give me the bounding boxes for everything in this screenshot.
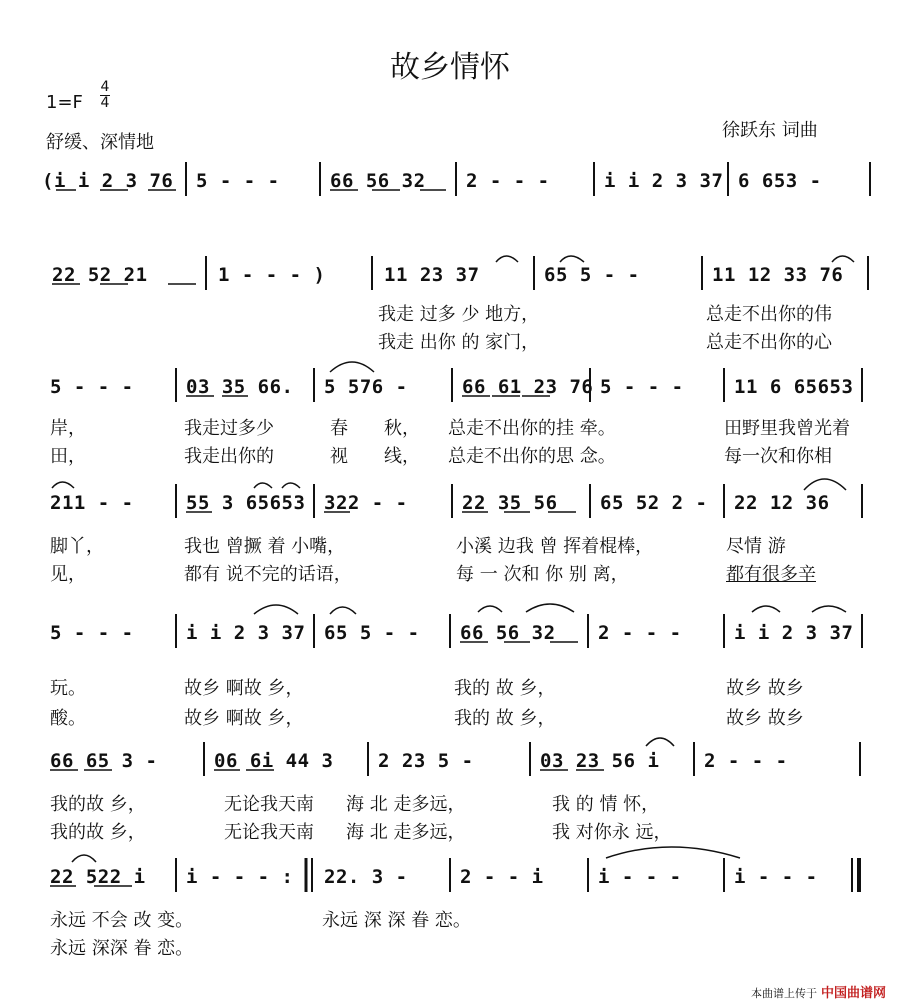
- lyric-line: 无论我天南: [224, 794, 314, 815]
- lyric-line: 都有很多辛: [726, 564, 816, 585]
- slur: [646, 738, 674, 746]
- measure: 1 - - - ): [218, 264, 326, 286]
- slur: [254, 605, 298, 614]
- measure: 5 - - -: [196, 170, 280, 192]
- lyric-line: 线，: [384, 446, 420, 467]
- lyric-line: 我的 故 乡，: [454, 678, 556, 699]
- lyric-line: 我 的 情 怀，: [552, 794, 660, 815]
- measure: 66 56 32: [330, 170, 426, 192]
- measure: i - - -: [734, 866, 818, 888]
- measure: 5 - - -: [50, 622, 134, 644]
- measure: 6 653 -: [738, 170, 822, 192]
- measure: 22 35 56: [462, 492, 558, 514]
- lyric-line: 我走 出你 的 家门，: [378, 332, 540, 353]
- lyric-line: 我的故 乡，: [50, 822, 146, 843]
- measure: 2 - - i: [460, 866, 544, 888]
- composer-credit: 徐跃东 词曲: [722, 120, 818, 141]
- slur: [254, 483, 272, 488]
- measure: 66 56 32: [460, 622, 556, 644]
- lyric-line: 秋，: [384, 418, 420, 439]
- time-signature-denominator: 4: [100, 95, 110, 111]
- slur: [72, 855, 96, 862]
- lyric-line: 视: [330, 446, 348, 467]
- measure: 22 12 36: [734, 492, 830, 514]
- lyric-line: 总走不出你的思 念。: [448, 446, 616, 467]
- lyric-line: 尽情 游: [726, 536, 786, 557]
- measure: 65 52 2 -: [600, 492, 708, 514]
- measure: 11 12 33 76: [712, 264, 844, 286]
- lyric-line: 总走不出你的伟: [706, 304, 832, 325]
- measure: 55 3 65653: [186, 492, 306, 514]
- lyric-line: 我 对你永 远，: [552, 822, 672, 843]
- measure: 66 65 3 -: [50, 750, 158, 772]
- measure: 2 - - -: [598, 622, 682, 644]
- measure: 322 - -: [324, 492, 408, 514]
- lyric-line: 故乡 故乡: [726, 678, 804, 699]
- lyric-line: 总走不出你的心: [706, 332, 832, 353]
- lyric-line: 每一次和你相: [724, 446, 832, 467]
- slur: [526, 604, 574, 612]
- lyric-line: 海 北 走多远，: [346, 794, 466, 815]
- measure: 5 576 -: [324, 376, 408, 398]
- measure: 11 6 65653: [734, 376, 854, 398]
- lyric-line: 都有 说不完的话语，: [184, 564, 352, 585]
- measure: (i i 2 3 76: [42, 170, 174, 192]
- time-signature-numerator: 4: [100, 79, 110, 95]
- lyric-line: 脚丫，: [50, 536, 104, 557]
- key-signature: 1=F: [46, 92, 83, 113]
- measure: 06 6i 44 3: [214, 750, 334, 772]
- measure: 22 522 i: [50, 866, 146, 888]
- measure: 22 52 21: [52, 264, 148, 286]
- lyric-line: 小溪 边我 曾 挥着棍棒，: [456, 536, 654, 557]
- site-logo[interactable]: 中国曲谱网: [820, 986, 886, 1001]
- measure: i i 2 3 37: [186, 622, 306, 644]
- lyric-line: 我走过多少: [184, 418, 274, 439]
- measure: 66 61 23 76: [462, 376, 594, 398]
- measure: 22. 3 -: [324, 866, 408, 888]
- slur: [804, 479, 846, 490]
- slur: [478, 606, 502, 612]
- measure: 2 - - -: [704, 750, 788, 772]
- lyric-line: 田野里我曾光着: [724, 418, 850, 439]
- measure: 2 - - -: [466, 170, 550, 192]
- slur: [560, 256, 584, 262]
- slur: [606, 847, 740, 858]
- slur: [496, 256, 518, 262]
- measure: 211 - -: [50, 492, 134, 514]
- lyric-line: 故乡 啊故 乡，: [184, 678, 304, 699]
- measure: 65 5 - -: [544, 264, 640, 286]
- slur: [330, 362, 374, 372]
- lyric-line: 总走不出你的挂 牵。: [448, 418, 616, 439]
- measure: 03 35 66.: [186, 376, 294, 398]
- measure: i - - -: [598, 866, 682, 888]
- slur: [282, 483, 300, 488]
- lyric-line: 故乡 啊故 乡，: [184, 708, 304, 729]
- lyric-line: 海 北 走多远，: [346, 822, 466, 843]
- lyric-line: 岸，: [50, 418, 86, 439]
- lyric-line: 我走出你的: [184, 446, 274, 467]
- measure: 5 - - -: [50, 376, 134, 398]
- page-title: 故乡情怀: [390, 50, 510, 85]
- lyric-line: 无论我天南: [224, 822, 314, 843]
- lyric-line: 我的 故 乡，: [454, 708, 556, 729]
- measure: i - - - :: [186, 866, 294, 888]
- footer-attribution: [751, 982, 886, 1001]
- lyric-line: 我也 曾撅 着 小嘴，: [184, 536, 346, 557]
- lyric-line: 我走 过多 少 地方，: [378, 304, 540, 325]
- lyric-line: 每 一 次和 你 别 离，: [456, 564, 629, 585]
- slur: [812, 606, 846, 612]
- slur: [832, 256, 854, 262]
- lyric-line: 春: [330, 418, 348, 439]
- lyric-line: 玩。: [50, 678, 86, 699]
- measure: 2 23 5 -: [378, 750, 474, 772]
- measure: 5 - - -: [600, 376, 684, 398]
- lyric-line: 田，: [50, 446, 86, 467]
- lyric-line: 永远 深深 眷 恋。: [50, 938, 194, 959]
- lyric-line: 我的故 乡，: [50, 794, 146, 815]
- footer-text: 本曲谱上传于: [750, 987, 817, 1000]
- lyric-line: 见，: [50, 564, 86, 585]
- measure: 65 5 - -: [324, 622, 420, 644]
- slur: [752, 606, 780, 612]
- measure: 03 23 56 i: [540, 750, 660, 772]
- measure: 11 23 37: [384, 264, 480, 286]
- lyric-line: 永远 不会 改 变。: [50, 910, 194, 931]
- slur: [52, 482, 74, 488]
- lyric-line: 永远 深 深 眷 恋。: [322, 910, 471, 931]
- lyric-line: 酸。: [50, 708, 86, 729]
- measure: i i 2 3 37: [604, 170, 724, 192]
- slur: [330, 607, 356, 614]
- tempo-marking: 舒缓、深情地: [46, 132, 154, 153]
- time-signature: [100, 80, 110, 111]
- measure: i i 2 3 37: [734, 622, 854, 644]
- lyric-line: 故乡 故乡: [726, 708, 804, 729]
